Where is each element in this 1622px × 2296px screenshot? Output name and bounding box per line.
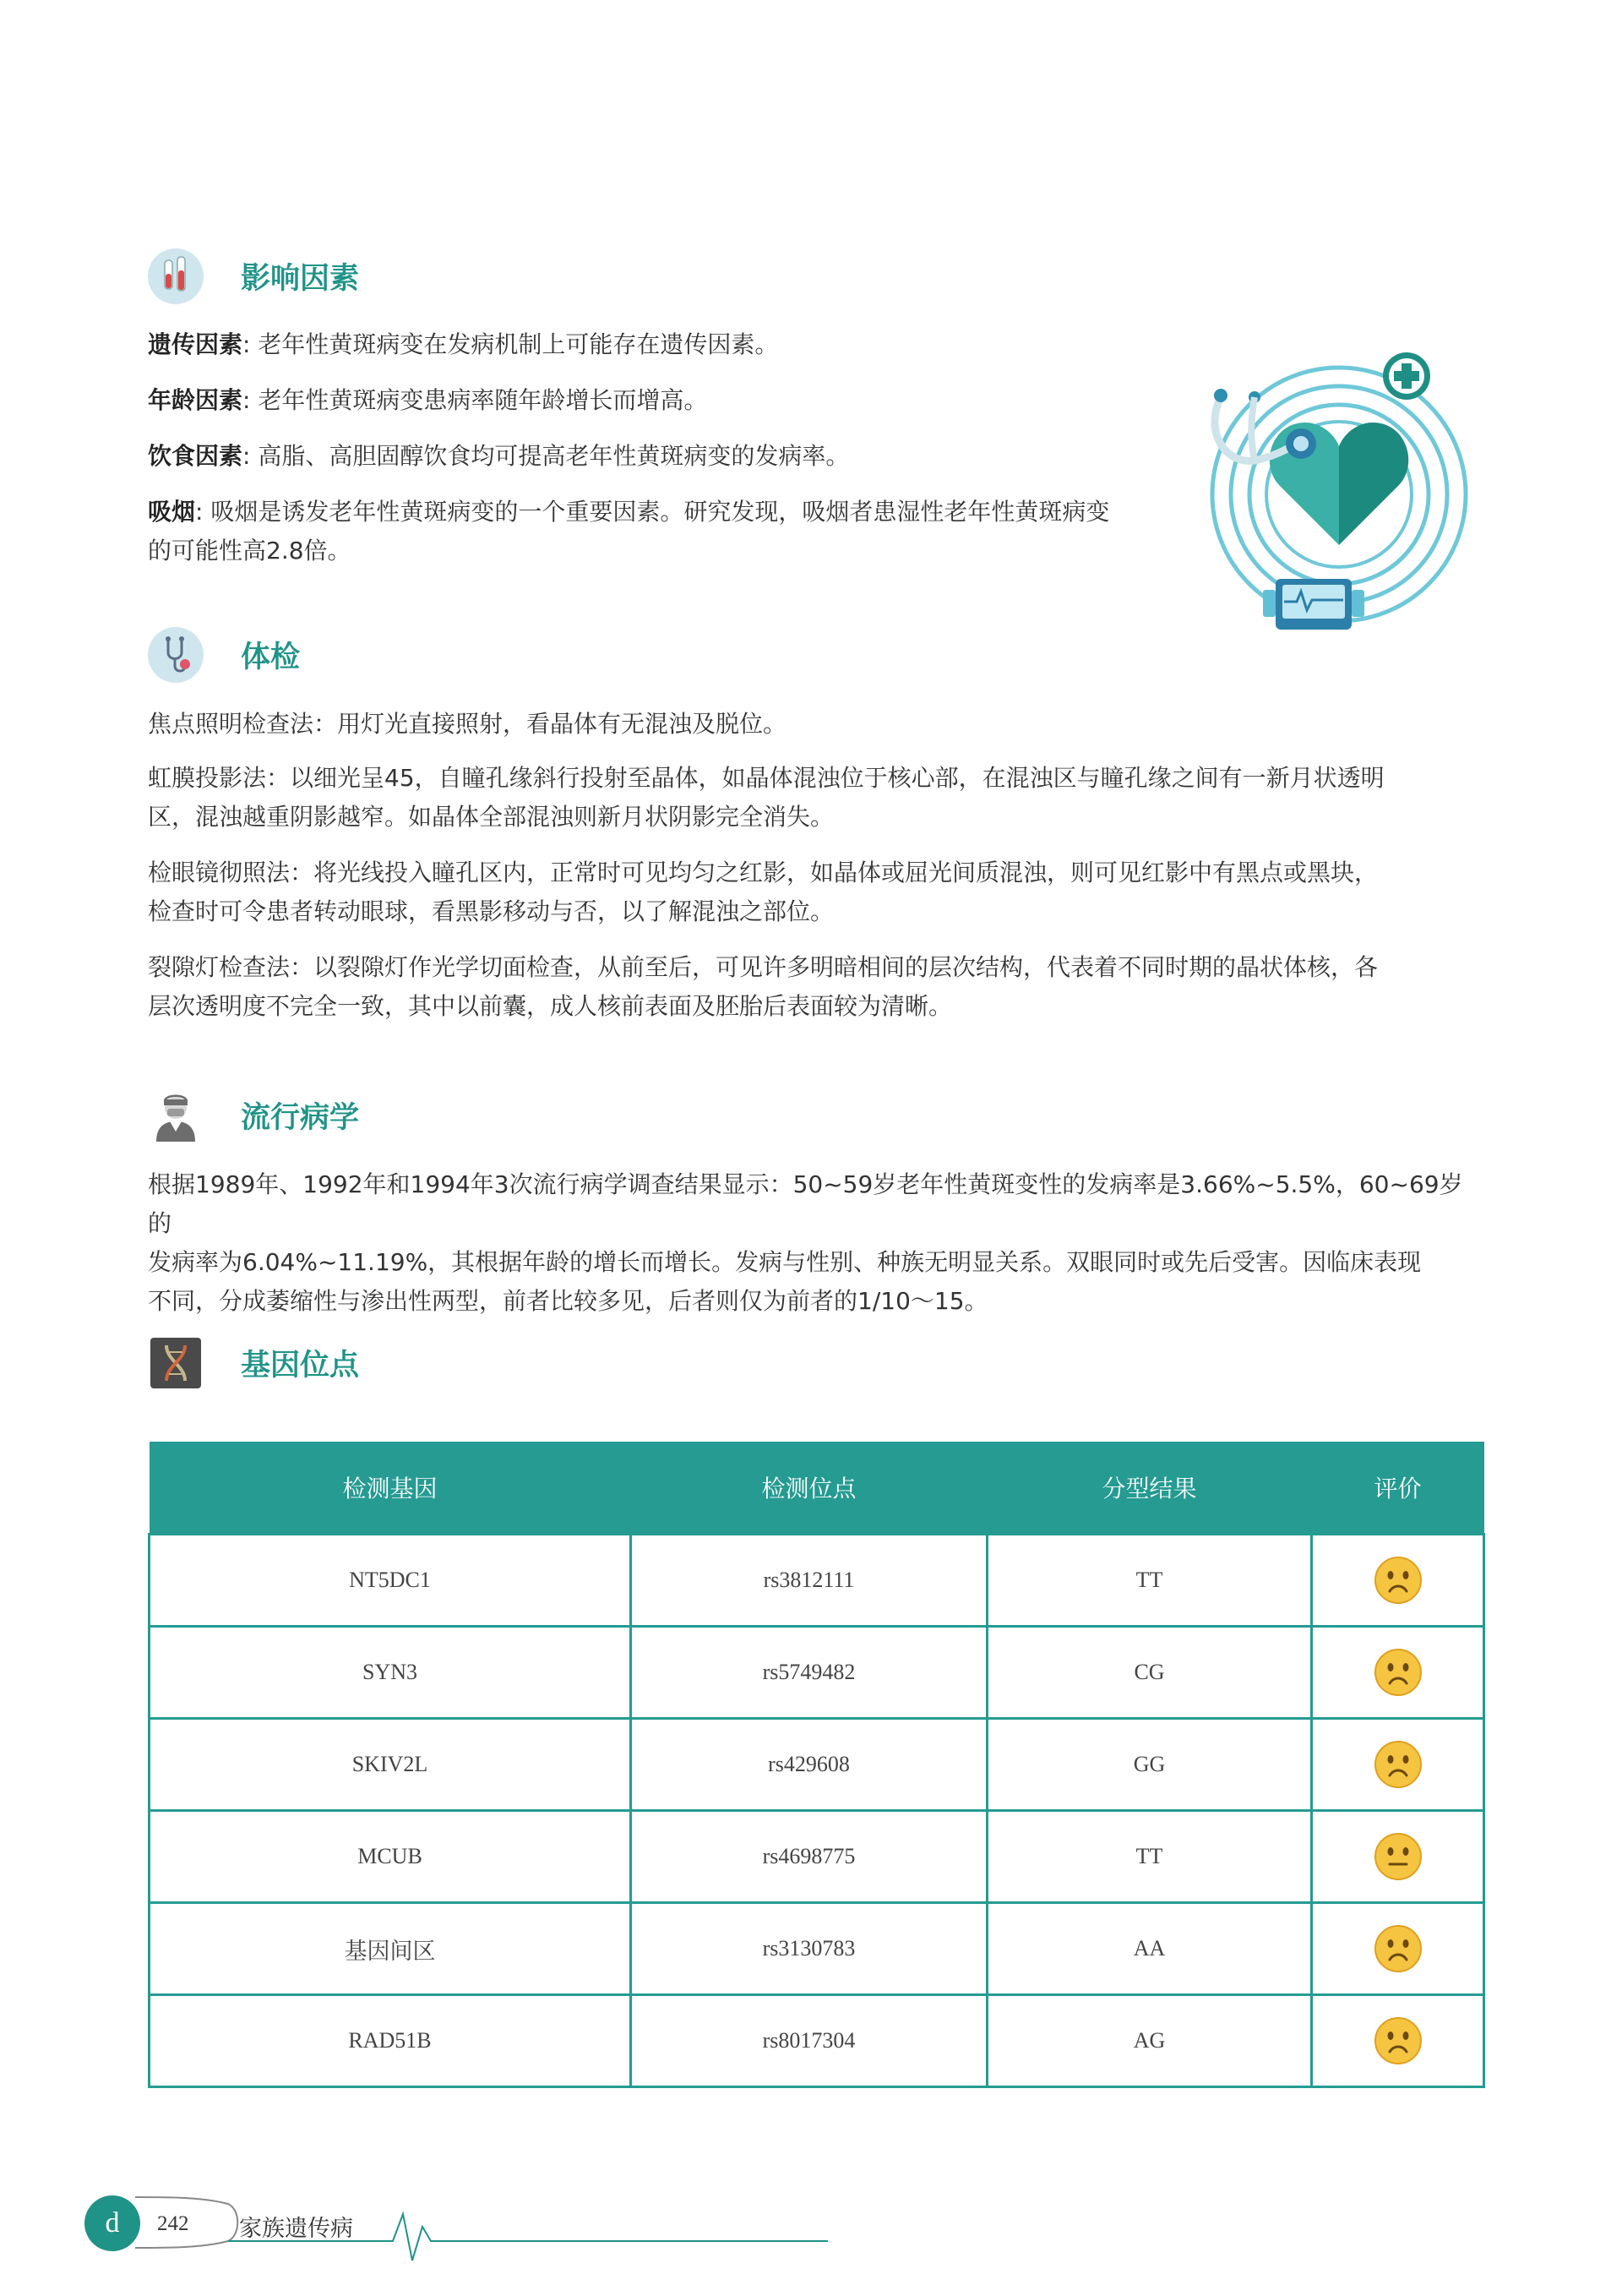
footer-book-title: 家族遗传病 — [239, 2216, 353, 2242]
cell-site: rs4698775 — [631, 1811, 988, 1903]
footer-letter-badge: d — [84, 2195, 140, 2251]
cell-site: rs3130783 — [631, 1903, 988, 1995]
cell-result: CG — [988, 1627, 1312, 1719]
table-row — [150, 1719, 1484, 1811]
cell-result: AG — [988, 1995, 1312, 2087]
section-title: 基因位点 — [241, 1349, 360, 1383]
table-row — [150, 1995, 1484, 2087]
section-title: 体检 — [241, 641, 301, 674]
cell-gene: NT5DC1 — [150, 1535, 631, 1627]
section-header — [148, 1333, 359, 1393]
cell-result: AA — [988, 1903, 1312, 1995]
cell-site: rs5749482 — [631, 1627, 988, 1719]
cell-site: rs3812111 — [631, 1535, 988, 1627]
table-row — [150, 1627, 1484, 1719]
cell-site: rs429608 — [631, 1719, 988, 1811]
page-number: 242 — [157, 2212, 189, 2235]
cell-rating — [1312, 1535, 1484, 1627]
header-gene: 检测基因 — [150, 1442, 631, 1535]
section-header — [148, 1086, 359, 1145]
page-footer — [0, 2189, 1622, 2265]
cell-rating — [1312, 1627, 1484, 1719]
cell-gene: MCUB — [150, 1811, 631, 1903]
section-title: 流行病学 — [241, 1101, 360, 1135]
header-site: 检测位点 — [631, 1442, 988, 1535]
section-header — [148, 247, 359, 306]
factor-diet: 饮食因素: 高脂、高胆固醇饮食均可提高老年性黄斑病变的发病率。 — [148, 442, 850, 470]
cell-rating — [1312, 1995, 1484, 2087]
neutral-face-icon — [1374, 1832, 1423, 1881]
sad-face-icon — [1374, 1924, 1423, 1973]
factor-genetic: 遗传因素: 老年性黄斑病变在发病机制上可能存在遗传因素。 — [148, 330, 779, 358]
header-rating: 评价 — [1312, 1442, 1484, 1535]
section-title: 影响因素 — [241, 262, 360, 296]
exam-focal-illumination: 焦点照明检查法：用灯光直接照射，看晶体有无混浊及脱位。 — [148, 710, 787, 738]
sad-face-icon — [1374, 1648, 1423, 1697]
table-row — [150, 1903, 1484, 1995]
doctor-icon — [148, 1088, 204, 1143]
table-header-row — [150, 1442, 1484, 1535]
factor-age: 年龄因素: 老年性黄斑病变患病率随年龄增长而增高。 — [148, 386, 708, 414]
cell-site: rs8017304 — [631, 1995, 988, 2087]
test-tube-icon — [148, 248, 204, 304]
cell-result: GG — [988, 1719, 1312, 1811]
exam-slit-lamp: 裂隙灯检查法：以裂隙灯作光学切面检查，从前至后，可见许多明暗相间的层次结构，代表着不同时期的晶状体核，各 层次透明度不完全一致，其中以前囊，成人核前表面及胚胎后表面较为清晰。 — [148, 953, 1379, 1020]
sad-face-icon — [1374, 1556, 1423, 1605]
exam-iris-projection: 虹膜投影法：以细光呈45，自瞳孔缘斜行投射至晶体，如晶体混浊位于核心部，在混浊区与瞳孔缘之间有一新月状透明 区，混浊越重阴影越窄。如晶体全部混浊则新月状阴影完全消失。 — [148, 764, 1385, 831]
cell-gene: RAD51B — [150, 1995, 631, 2087]
factor-smoking: 吸烟: 吸烟是诱发老年性黄斑病变的一个重要因素。研究发现，吸烟者患湿性老年性黄斑病变 的可能性高2.8倍。 — [148, 498, 1110, 564]
exam-ophthalmoscope: 检眼镜彻照法：将光线投入瞳孔区内，正常时可见均匀之红影，如晶体或屈光间质混浊，则可见红影中有黑点或黑块， 检查时可令患者转动眼球，看黑影移动与否，以了解混浊之部位。 — [148, 859, 1379, 925]
cell-gene: 基因间区 — [150, 1903, 631, 1995]
cell-rating — [1312, 1719, 1484, 1811]
epidemiology-text: 根据1989年、1992年和1994年3次流行病学调查结果显示：50~59岁老年性黄斑变性的发病率是3.66%~5.5%，60~69岁的 发病率为6.04%~11.19%，其根据年龄的增长而增长。发病与性别、种族无明显关系。双眼同时或先后受害。因临床表现 不同，分成萎缩性与渗出性两型，前者比较多见，后者则仅为前者的1/10～15。 — [148, 1170, 1463, 1315]
dna-icon — [148, 1335, 204, 1391]
section-header — [148, 625, 300, 684]
header-result: 分型结果 — [988, 1442, 1312, 1535]
stethoscope-icon — [148, 627, 204, 683]
table-row — [150, 1811, 1484, 1903]
heart-stethoscope-illustration — [1200, 338, 1487, 642]
cell-gene: SYN3 — [150, 1627, 631, 1719]
cell-result: TT — [988, 1535, 1312, 1627]
gene-loci-table — [148, 1442, 1485, 2088]
table-row — [150, 1535, 1484, 1627]
cell-result: TT — [988, 1811, 1312, 1903]
cell-rating — [1312, 1811, 1484, 1903]
cell-rating — [1312, 1903, 1484, 1995]
cell-gene: SKIV2L — [150, 1719, 631, 1811]
sad-face-icon — [1374, 1740, 1423, 1789]
sad-face-icon — [1374, 2016, 1423, 2065]
